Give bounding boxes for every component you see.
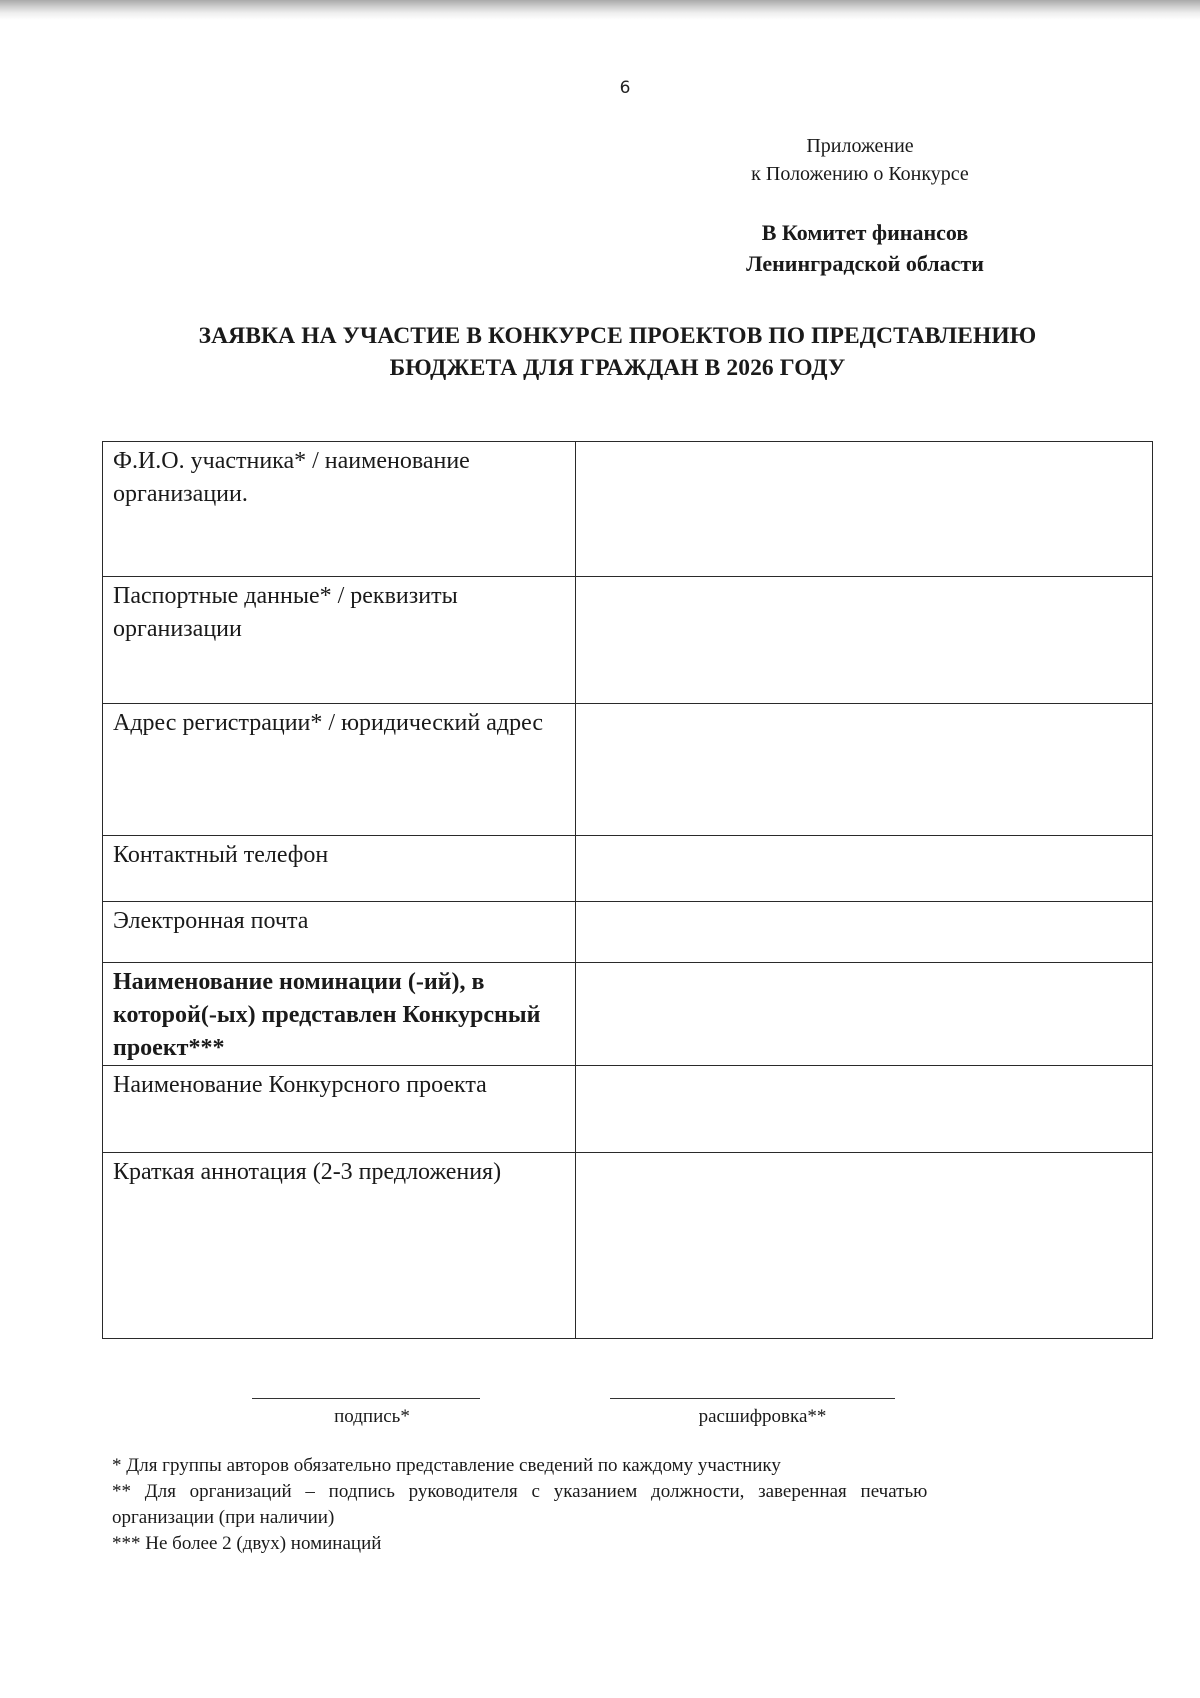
nomination-label: Наименование номинации (-ий), в которой(-ых) представлен Конкурсный проект*** bbox=[103, 963, 576, 1066]
appendix-line-1: Приложение bbox=[806, 135, 914, 157]
phone-field[interactable] bbox=[576, 836, 1153, 902]
addressee-line-2: Ленинградской области bbox=[746, 251, 984, 276]
footnote-2-continued: организации (при наличии) bbox=[112, 1507, 335, 1528]
title-line-1: ЗАЯВКА НА УЧАСТИЕ В КОНКУРСЕ ПРОЕКТОВ ПО ПРЕДСТАВЛЕНИЮ bbox=[198, 323, 1037, 349]
participant-name-label: Ф.И.О. участника* / наименование организации. bbox=[103, 442, 576, 577]
annotation-label: Краткая аннотация (2-3 предложения) bbox=[103, 1153, 576, 1339]
table-row bbox=[103, 577, 1153, 704]
footnote-3: *** Не более 2 (двух) номинаций bbox=[112, 1533, 382, 1554]
title-line-2: БЮДЖЕТА ДЛЯ ГРАЖДАН В 2026 ГОДУ bbox=[389, 355, 846, 381]
footnote-1: * Для группы авторов обязательно представление сведений по каждому участнику bbox=[112, 1455, 781, 1476]
registration-address-field[interactable] bbox=[576, 704, 1153, 836]
scan-edge bbox=[0, 0, 1200, 20]
signature-caption: подпись* bbox=[334, 1406, 410, 1427]
table-row bbox=[103, 836, 1153, 902]
decoding-caption: расшифровка** bbox=[698, 1406, 827, 1427]
signature-block bbox=[0, 1388, 1200, 1448]
application-form-table bbox=[102, 441, 1153, 1339]
table-row bbox=[103, 1153, 1153, 1339]
signature-line[interactable] bbox=[252, 1398, 480, 1399]
page-number: 6 bbox=[619, 78, 631, 98]
phone-label: Контактный телефон bbox=[103, 836, 576, 902]
appendix-line-2: к Положению о Конкурсе bbox=[751, 163, 969, 185]
table-row bbox=[103, 963, 1153, 1066]
document-title bbox=[100, 320, 1135, 384]
registration-address-label: Адрес регистрации* / юридический адрес bbox=[103, 704, 576, 836]
table-row bbox=[103, 704, 1153, 836]
table-row bbox=[103, 902, 1153, 963]
project-name-field[interactable] bbox=[576, 1066, 1153, 1153]
participant-name-field[interactable] bbox=[576, 442, 1153, 577]
passport-data-label: Паспортные данные* / реквизиты организации bbox=[103, 577, 576, 704]
table-row bbox=[103, 1066, 1153, 1153]
footnote-2: ** Для организаций – подпись руководителя с указанием должности, заверенная печатью bbox=[112, 1481, 928, 1502]
annotation-field[interactable] bbox=[576, 1153, 1153, 1339]
nomination-field[interactable] bbox=[576, 963, 1153, 1066]
decoding-line[interactable] bbox=[610, 1398, 895, 1399]
appendix-note bbox=[700, 132, 1020, 188]
table-row bbox=[103, 442, 1153, 577]
addressee bbox=[695, 217, 1035, 279]
email-field[interactable] bbox=[576, 902, 1153, 963]
project-name-label: Наименование Конкурсного проекта bbox=[103, 1066, 576, 1153]
footnotes bbox=[112, 1453, 1144, 1557]
passport-data-field[interactable] bbox=[576, 577, 1153, 704]
addressee-line-1: В Комитет финансов bbox=[761, 220, 969, 245]
email-label: Электронная почта bbox=[103, 902, 576, 963]
